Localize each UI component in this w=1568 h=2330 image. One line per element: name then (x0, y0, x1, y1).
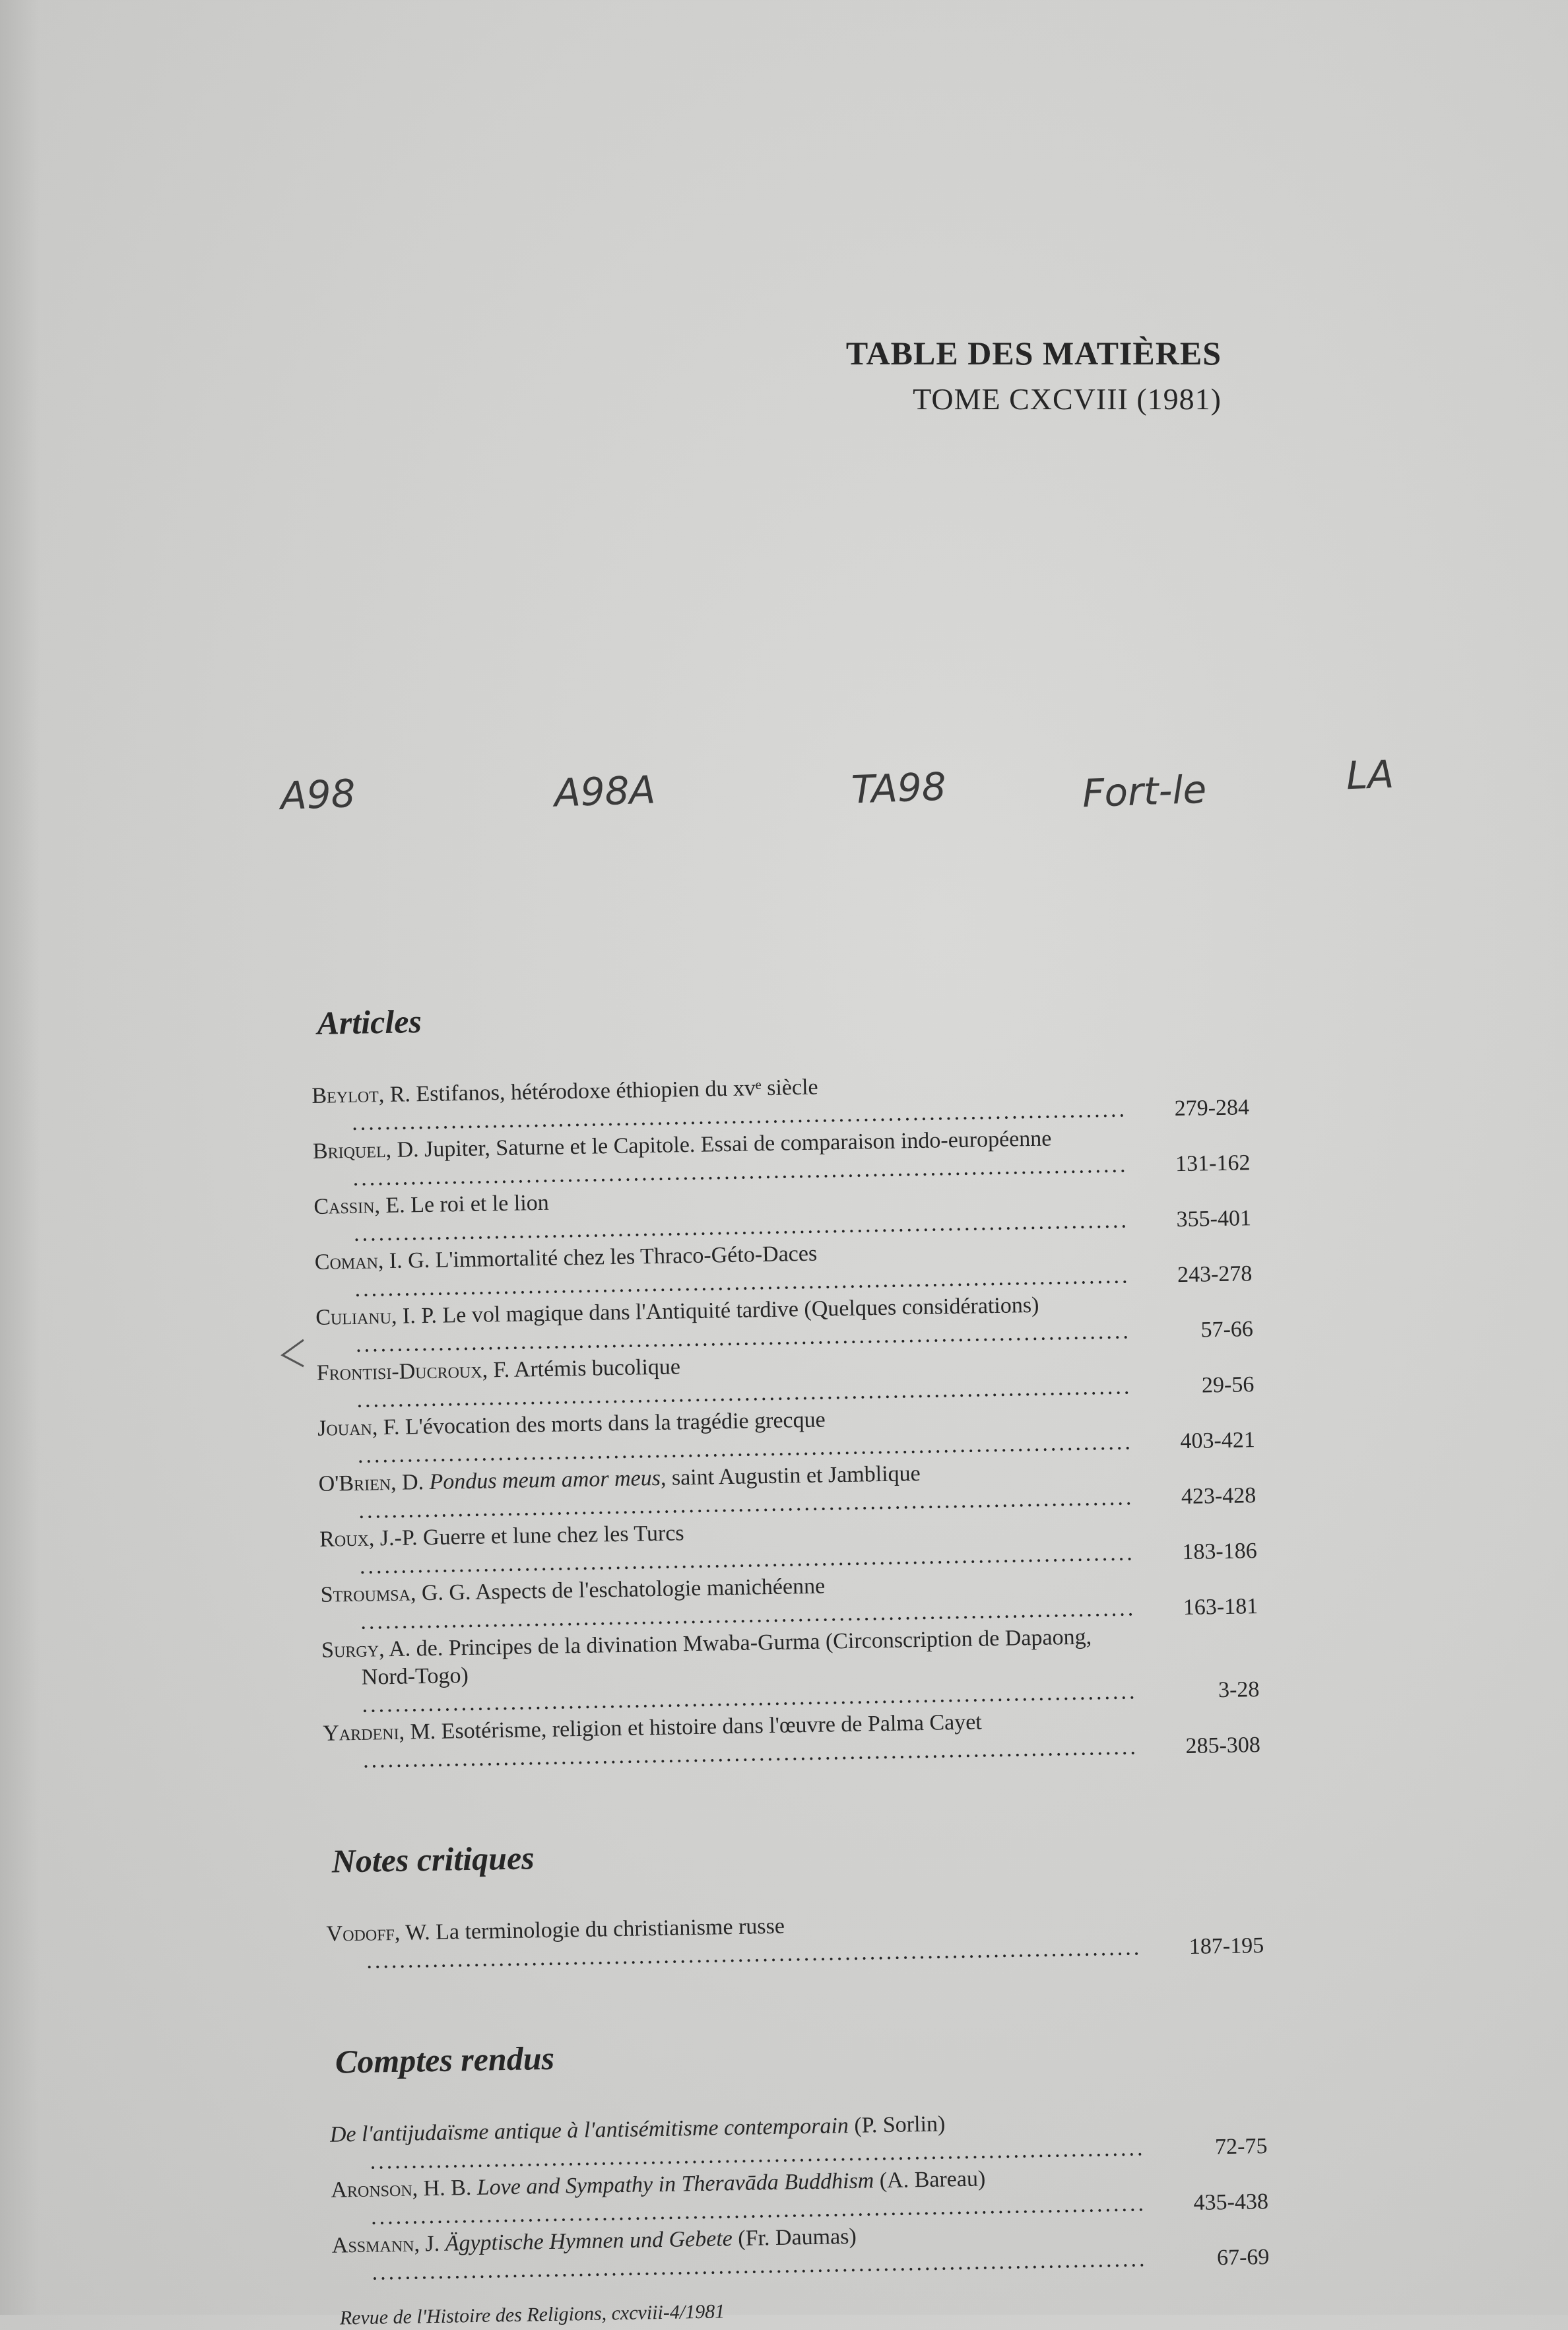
entry-pages: 3-28 (1218, 1677, 1260, 1703)
entry-pages: 435-438 (1193, 2189, 1269, 2215)
section-heading-articles: Articles (317, 1003, 422, 1042)
entry-author: Surgy (321, 1637, 379, 1663)
entry-italic-title: De l'antijudaïsme antique à l'antisémitisme contemporain (329, 2114, 849, 2147)
entry-author: Roux (319, 1526, 370, 1552)
journal-reference: Revue de l'Histoire des Religions, cxcviii-4/1981 (339, 2300, 725, 2329)
entry-author: Frontisi-Ducroux (316, 1358, 482, 1385)
entry-pages: 285-308 (1185, 1733, 1261, 1759)
page-title: TABLE DES MATIÈRES (845, 335, 1222, 372)
entry-pages: 67-69 (1216, 2244, 1270, 2271)
volume-label: TOME CXCVIII (1981) (913, 382, 1222, 416)
entry-author: Coman (314, 1249, 379, 1275)
articles-section (310, 987, 1260, 1776)
entry-text: , H. B. (412, 2175, 478, 2201)
handwritten-note: A98 (279, 771, 356, 818)
handwritten-note: TA98 (850, 764, 947, 813)
notes-critiques-list (326, 1904, 1264, 1976)
handwritten-check-mark (277, 1337, 310, 1370)
entry-text: , A. de. Principes de la divination Mwaba-Gurma (Circonscription de Dapaong, Nord-Togo) (361, 1624, 1092, 1690)
entry-text: , F. Artémis bucolique (482, 1354, 681, 1383)
page-shadow (0, 0, 40, 2315)
entry-text: , F. L'évocation des morts dans la tragédie grecque (372, 1407, 826, 1440)
entry-author: Briquel (312, 1138, 386, 1164)
comptes-rendus-list (330, 2105, 1270, 2288)
entry-pages: 29-56 (1201, 1372, 1255, 1398)
entry-italic-title: Ägyptische Hymnen und Gebete (445, 2226, 733, 2256)
entry-italic-title: Pondus meum amor meus (429, 1465, 661, 1494)
entry-text: , M. Esotérisme, religion et histoire dans l'œuvre de Palma Cayet (399, 1710, 983, 1745)
notes-critiques-section (325, 1825, 1264, 1976)
entry-text: , E. Le roi et le lion (374, 1190, 550, 1218)
entry-italic-title: Love and Sympathy in Theravāda Buddhism (476, 2168, 874, 2200)
entry-author: O'Brien (318, 1470, 391, 1496)
handwritten-note: LA (1345, 751, 1395, 799)
entry-text: , W. La terminologie du christianisme russe (394, 1914, 785, 1945)
entry-pages: 243-278 (1177, 1261, 1253, 1288)
entry-text: , R. Estifanos, hétérodoxe éthiopien du xvᵉ siècle (378, 1075, 818, 1108)
entry-pages: 183-186 (1182, 1539, 1258, 1565)
entry-text: , D. (390, 1469, 430, 1495)
entry-pages: 423-428 (1181, 1483, 1257, 1510)
entry-author: Yardeni (322, 1719, 399, 1746)
entry-text: , D. Jupiter, Saturne et le Capitole. Essai de comparaison indo-européenne (385, 1126, 1052, 1163)
entry-author: Cassin (313, 1193, 375, 1219)
handwritten-note: Fort-le (1081, 766, 1208, 816)
entry-title (326, 1906, 1138, 1976)
entry-author: Jouan (317, 1415, 373, 1441)
entry-title (321, 1622, 1134, 1719)
entry-text: , G. G. Aspects de l'eschatologie manichéenne (410, 1574, 826, 1606)
entry-pages: 131-162 (1175, 1150, 1251, 1177)
toc-content (310, 987, 1270, 2329)
entry-text-continued: (P. Sorlin) (848, 2112, 946, 2139)
entry-author: Vodoff (326, 1920, 395, 1947)
comptes-rendus-section (328, 2026, 1270, 2330)
entry-pages: 279-284 (1174, 1095, 1250, 1121)
entry-pages: 187-195 (1189, 1933, 1264, 1959)
entry-pages: 163-181 (1183, 1594, 1258, 1620)
handwritten-notes (0, 746, 1568, 818)
entry-text: , J.-P. Guerre et lune chez les Turcs (368, 1521, 684, 1551)
entry-pages: 403-421 (1180, 1428, 1256, 1454)
entry-text: , I. G. L'immortalité chez les Thraco-Géto-Daces (377, 1241, 818, 1274)
toc-header (846, 330, 1222, 422)
entry-text: , I. P. Le vol magique dans l'Antiquité tardive (Quelques considérations) (391, 1292, 1039, 1329)
toc-entry (321, 1620, 1260, 1720)
entry-text-continued: , saint Augustin et Jamblique (660, 1461, 921, 1490)
entry-text-continued: (Fr. Daumas) (732, 2224, 857, 2251)
entry-pages: 355-401 (1176, 1206, 1252, 1232)
entry-author: Stroumsa (320, 1581, 411, 1607)
entry-pages: 72-75 (1214, 2133, 1268, 2160)
articles-list (311, 1066, 1260, 1776)
entry-author: Culianu (315, 1304, 392, 1330)
entry-author: Aronson (331, 2176, 412, 2203)
entry-author: Assmann (331, 2232, 414, 2258)
section-heading-comptes-rendus: Comptes rendus (335, 2039, 555, 2080)
toc-entry (326, 1904, 1264, 1976)
section-heading-notes-critiques: Notes critiques (331, 1839, 535, 1880)
entry-author: Beylot (311, 1082, 379, 1108)
entry-pages: 57-66 (1200, 1317, 1254, 1343)
entry-text: , J. (414, 2231, 445, 2257)
handwritten-note: A98A (553, 767, 657, 816)
entry-text-continued: (A. Bareau) (873, 2166, 986, 2193)
